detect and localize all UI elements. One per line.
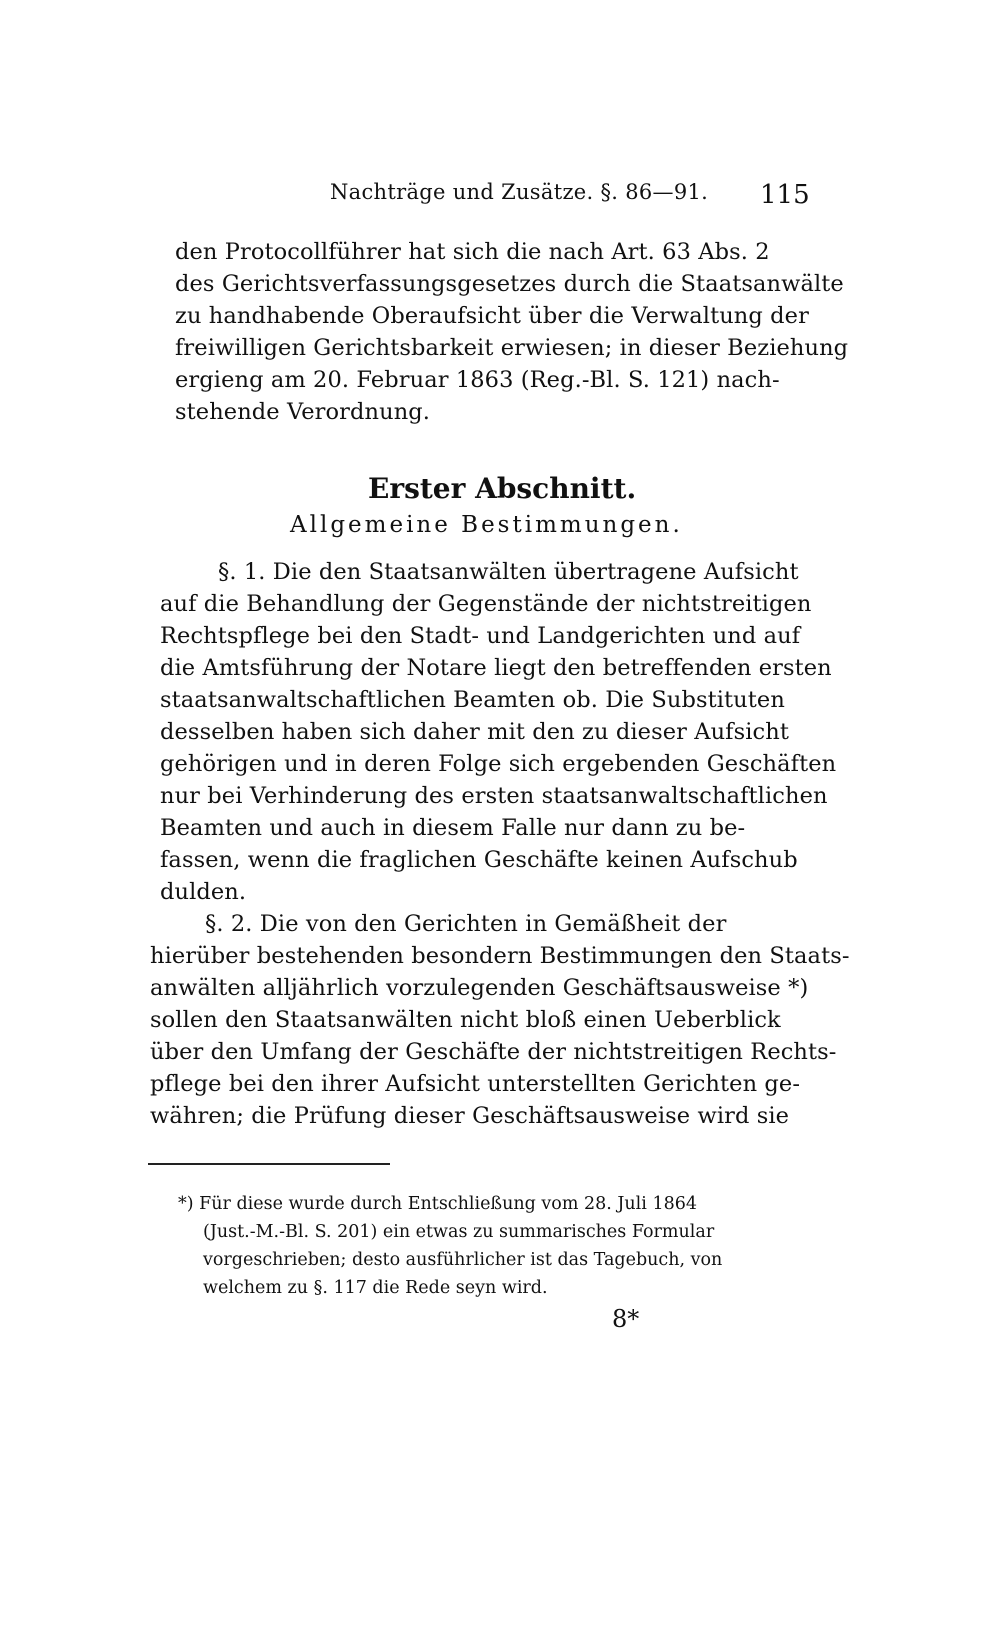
paragraph-1-line: staatsanwaltschaftlichen Beamten ob. Die Substituten [160,687,785,713]
paragraph-2-line: währen; die Prüfung dieser Geschäftsausweise wird sie [150,1103,790,1129]
intro-line: des Gerichtsverfassungsgesetzes durch die Staatsanwälte [175,271,844,297]
paragraph-1-line: desselben haben sich daher mit den zu dieser Aufsicht [160,719,789,745]
footnote-rule [148,1163,390,1165]
paragraph-1-line: fassen, wenn die fraglichen Geschäfte keinen Aufschub [160,847,798,873]
intro-line: zu handhabende Oberaufsicht über die Verwaltung der [175,303,809,329]
paragraph-2-line: §. 2. Die von den Gerichten in Gemäßheit der [205,911,727,937]
section-subtitle: Allgemeine Bestimmungen. [290,512,683,538]
paragraph-2-line: anwälten alljährlich vorzulegenden Geschäftsausweise *) [150,975,809,1001]
paragraph-2-line: pflege bei den ihrer Aufsicht unterstellten Gerichten ge- [150,1071,801,1097]
paragraph-1-line: dulden. [160,879,247,905]
footnote-line: *) Für diese wurde durch Entschließung vom 28. Juli 1864 [178,1194,697,1214]
paragraph-1-line: gehörigen und in deren Folge sich ergebenden Geschäften [160,751,837,777]
footnote-line: vorgeschrieben; desto ausführlicher ist das Tagebuch, von [203,1250,723,1270]
paragraph-1-line: Rechtspflege bei den Stadt- und Landgerichten und auf [160,623,801,649]
paragraph-2-line: hierüber bestehenden besondern Bestimmungen den Staats- [150,943,850,969]
intro-line: stehende Verordnung. [175,399,431,425]
paragraph-1-line: §. 1. Die den Staatsanwälten übertragene Aufsicht [218,559,799,585]
paragraph-1-line: nur bei Verhinderung des ersten staatsanwaltschaftlichen [160,783,828,809]
running-head: Nachträge und Zusätze. §. 86—91. [330,180,709,204]
footnote-line: (Just.-M.-Bl. S. 201) ein etwas zu summarisches Formular [203,1222,715,1242]
paragraph-2-line: sollen den Staatsanwälten nicht bloß einen Ueberblick [150,1007,781,1033]
paragraph-1-line: Beamten und auch in diesem Falle nur dann zu be- [160,815,746,841]
printer-signature-mark: 8* [612,1305,640,1333]
paragraph-1-line: auf die Behandlung der Gegenstände der nichtstreitigen [160,591,812,617]
intro-line: freiwilligen Gerichtsbarkeit erwiesen; in dieser Beziehung [175,335,849,361]
page-number: 115 [760,180,810,210]
paragraph-2-line: über den Umfang der Geschäfte der nichtstreitigen Rechts- [150,1039,837,1065]
footnote-line: welchem zu §. 117 die Rede seyn wird. [203,1278,548,1298]
intro-line: ergieng am 20. Februar 1863 (Reg.-Bl. S. 121) nach- [175,367,780,393]
section-title: Erster Abschnitt. [368,472,637,505]
paragraph-1-line: die Amtsführung der Notare liegt den betreffenden ersten [160,655,832,681]
intro-line: den Protocollführer hat sich die nach Art. 63 Abs. 2 [175,239,770,265]
